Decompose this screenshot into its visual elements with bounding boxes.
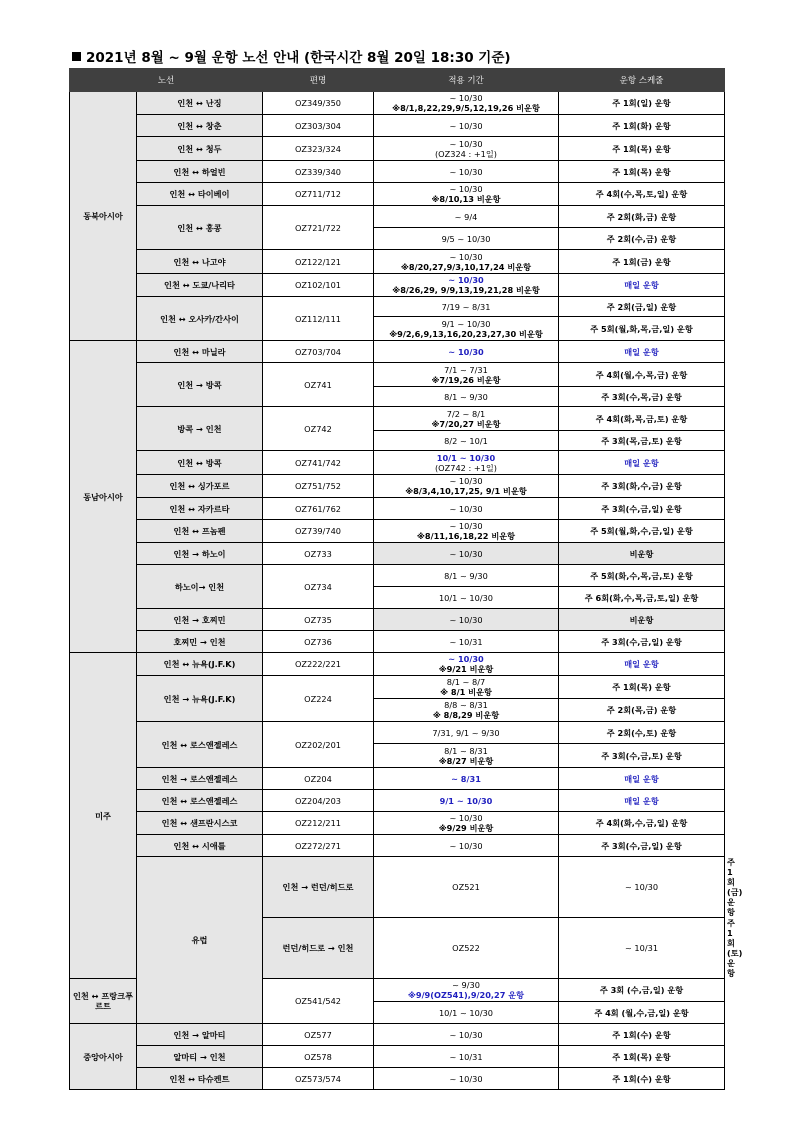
- period-text: ~ 10/30: [448, 654, 484, 664]
- table-row: 런던/히드로 → 인천 OZ522 ~ 10/31 주 1회(토) 운항: [70, 918, 725, 979]
- table-row: [70, 520, 725, 543]
- route-cell: 인천 → 호찌민: [137, 609, 263, 631]
- flight-cell: OZ721/722: [263, 206, 374, 250]
- period-note: ※7/19,26 비운항: [431, 374, 501, 385]
- period-cell: ~ 10/30: [374, 498, 559, 520]
- period-cell: [374, 812, 559, 835]
- period-cell: ~ 10/30: [374, 543, 559, 565]
- schedule-cell: 주 5회(월,화,수,금,일) 운항: [559, 520, 725, 543]
- route-cell: 인천 ↔ 로스앤젤레스: [137, 790, 263, 812]
- route-cell: 인천 ↔ 타이베이: [137, 183, 263, 206]
- period-cell: [374, 451, 559, 475]
- route-cell: 런던/히드로 → 인천: [263, 918, 374, 979]
- schedule-cell: 주 1회(목) 운항: [559, 137, 725, 161]
- schedule-cell: 매일 운항: [559, 341, 725, 363]
- table-row: [70, 183, 725, 206]
- route-cell: 인천 → 로스앤젤레스: [137, 768, 263, 790]
- period-text: ~ 10/30: [449, 251, 483, 262]
- route-cell: 인천 → 런던/히드로: [263, 857, 374, 918]
- period-cell: 10/1 ~ 10/30: [374, 1002, 559, 1024]
- period-note: ※ 8/1 비운항: [440, 687, 492, 697]
- flight-cell: OZ577: [263, 1024, 374, 1046]
- route-cell: 인천 ↔ 창춘: [137, 115, 263, 137]
- period-note: ※9/29 비운항: [438, 823, 494, 833]
- table-row: [70, 543, 725, 565]
- route-cell: 인천 → 알마티: [137, 1024, 263, 1046]
- period-text: ~ 10/30: [449, 476, 483, 486]
- flight-cell: OZ212/211: [263, 812, 374, 835]
- schedule-cell: 주 3회(화,수,금) 운항: [559, 475, 725, 498]
- flight-cell: OZ272/271: [263, 835, 374, 857]
- table-row: [70, 475, 725, 498]
- schedule-cell: 주 4회(화,수,금,일) 운항: [559, 812, 725, 835]
- schedule-cell: 주 1회(목) 운항: [559, 161, 725, 183]
- period-cell: [374, 183, 559, 206]
- region-cell: 동북아시아: [70, 92, 137, 341]
- table-row: [70, 161, 725, 183]
- table-row: [70, 790, 725, 812]
- route-schedule-table: [69, 68, 743, 1090]
- period-note: ※8/1,8,22,29,9/5,12,19,26 비운항: [392, 103, 540, 113]
- route-cell: 방콕 → 인천: [137, 407, 263, 451]
- schedule-cell: 비운항: [559, 543, 725, 565]
- schedule-cell: 주 2회(화,금) 운항: [559, 206, 725, 228]
- schedule-cell: 비운항: [559, 609, 725, 631]
- route-cell: 인천 ↔ 자카르타: [137, 498, 263, 520]
- period-text: 7/2 ~ 8/1: [446, 408, 486, 419]
- route-cell: 인천 ↔ 타슈켄트: [137, 1068, 263, 1090]
- header-route: 노선: [70, 69, 263, 92]
- schedule-cell: 주 1회(목) 운항: [559, 676, 725, 699]
- route-cell: 인천 ↔ 프놈펜: [137, 520, 263, 543]
- route-cell: 알마티 → 인천: [137, 1046, 263, 1068]
- table-row: [70, 297, 725, 317]
- schedule-cell: 매일 운항: [559, 451, 725, 475]
- period-note: ※8/11,16,18,22 비운항: [416, 531, 516, 541]
- period-note: ※7/20,27 비운항: [431, 418, 501, 429]
- flight-cell: OZ761/762: [263, 498, 374, 520]
- table-row: [70, 92, 725, 115]
- period-note: ※ 8/8,29 비운항: [432, 710, 500, 720]
- schedule-cell: 주 3회(수,금,일) 운항: [559, 498, 725, 520]
- region-cell: 유럽: [137, 857, 263, 1024]
- flight-cell: OZ711/712: [263, 183, 374, 206]
- flight-cell: OZ323/324: [263, 137, 374, 161]
- table-row: [70, 498, 725, 520]
- period-cell: ~ 10/31: [374, 631, 559, 653]
- route-cell: 인천 ↔ 오사카/간사이: [137, 297, 263, 341]
- period-cell: [374, 92, 559, 115]
- schedule-cell: 주 4회(월,수,목,금) 운항: [559, 363, 725, 387]
- period-note: ※9/9(OZ541),9/20,27 운항: [407, 990, 525, 1000]
- period-cell: ~ 10/30: [374, 161, 559, 183]
- header-period: 적용 기간: [374, 69, 559, 92]
- schedule-cell: 매일 운항: [559, 768, 725, 790]
- route-cell: 인천 → 하노이: [137, 543, 263, 565]
- flight-cell: OZ735: [263, 609, 374, 631]
- period-cell: [374, 274, 559, 297]
- period-text: ~ 10/30: [449, 521, 483, 531]
- period-cell: [374, 137, 559, 161]
- page-title-text: 2021년 8월 ~ 9월 운항 노선 안내 (한국시간 8월 20일 18:30 기준): [86, 50, 511, 66]
- table-row: [70, 206, 725, 228]
- route-cell: 인천 ↔ 싱가포르: [137, 475, 263, 498]
- route-cell: 인천 ↔ 난징: [137, 92, 263, 115]
- schedule-cell: 주 3회(수,목,금) 운항: [559, 387, 725, 407]
- table-row: [70, 250, 725, 274]
- period-note: (OZ324 : +1일): [434, 148, 497, 159]
- route-cell: 인천 ↔ 로스앤젤레스: [137, 722, 263, 768]
- route-cell: 인천 ↔ 마닐라: [137, 341, 263, 363]
- schedule-cell: 주 1회(화) 운항: [559, 115, 725, 137]
- flight-cell: OZ741/742: [263, 451, 374, 475]
- table-row: [70, 676, 725, 699]
- flight-cell: OZ204/203: [263, 790, 374, 812]
- table-row: [70, 631, 725, 653]
- flight-cell: OZ703/704: [263, 341, 374, 363]
- schedule-cell: 주 3회(수,금,토) 운항: [559, 744, 725, 768]
- region-cell: 동남아시아: [70, 341, 137, 653]
- period-cell: ~ 10/30: [374, 835, 559, 857]
- schedule-cell: 주 2회(금,일) 운항: [559, 297, 725, 317]
- table-row: [70, 407, 725, 431]
- period-text: 8/1 ~ 8/7: [446, 677, 486, 687]
- period-text: ~ 10/30: [449, 93, 483, 103]
- period-cell: ~ 10/30: [374, 609, 559, 631]
- period-note: (OZ742 : +1일): [434, 462, 497, 473]
- flight-cell: OZ349/350: [263, 92, 374, 115]
- flight-cell: OZ204: [263, 768, 374, 790]
- schedule-cell: 주 1회(수) 운항: [559, 1068, 725, 1090]
- schedule-cell: 주 2회(수,금) 운항: [559, 228, 725, 250]
- schedule-cell: 주 3회(수,금,일) 운항: [559, 631, 725, 653]
- schedule-cell: 주 5회(화,수,목,금,토) 운항: [559, 565, 725, 587]
- table-row: [70, 363, 725, 387]
- flight-cell: OZ733: [263, 543, 374, 565]
- schedule-cell: 주 1회(수) 운항: [559, 1024, 725, 1046]
- period-cell: [374, 407, 559, 431]
- period-text: 8/1 ~ 8/31: [444, 745, 488, 756]
- schedule-cell: 주 4회(수,목,토,일) 운항: [559, 183, 725, 206]
- period-cell: [374, 475, 559, 498]
- period-note: ※8/10,13 비운항: [431, 194, 501, 204]
- schedule-cell: 매일 운항: [559, 653, 725, 676]
- table-row: [70, 565, 725, 587]
- period-cell: ~ 8/31: [374, 768, 559, 790]
- table-row: [70, 451, 725, 475]
- schedule-cell: 주 4회 (월,수,금,일) 운항: [559, 1002, 725, 1024]
- period-note: ※8/26,29, 9/9,13,19,21,28 비운항: [392, 285, 540, 295]
- period-note: ※8/3,4,10,17,25, 9/1 비운항: [405, 486, 527, 496]
- route-cell: 인천 ↔ 방콕: [137, 451, 263, 475]
- table-row: [70, 722, 725, 744]
- table-row: [70, 835, 725, 857]
- table-row: [70, 137, 725, 161]
- period-cell: [374, 979, 559, 1002]
- route-cell: 인천 ↔ 시애틀: [137, 835, 263, 857]
- period-text: 9/1 ~ 10/30: [441, 318, 491, 329]
- flight-cell: OZ742: [263, 407, 374, 451]
- header-schedule: 운항 스케줄: [559, 69, 725, 92]
- schedule-cell: 주 6회(화,수,목,금,토,일) 운항: [559, 587, 725, 609]
- route-cell: 인천 ↔ 청두: [137, 137, 263, 161]
- table-row: [70, 1046, 725, 1068]
- schedule-cell: 매일 운항: [559, 790, 725, 812]
- period-cell: [374, 317, 559, 341]
- flight-cell: OZ521: [374, 857, 559, 918]
- schedule-cell: 주 1회(일) 운항: [559, 92, 725, 115]
- schedule-cell: 주 4회(화,목,금,토) 운항: [559, 407, 725, 431]
- period-cell: ~ 10/31: [559, 918, 725, 979]
- period-text: ~ 10/30: [449, 813, 483, 823]
- header-flight: 편명: [263, 69, 374, 92]
- route-cell: 인천 ↔ 프랑크푸르트: [70, 979, 137, 1024]
- period-text: 10/1 ~ 10/30: [436, 452, 496, 463]
- route-cell: 인천 → 방콕: [137, 363, 263, 407]
- period-cell: 8/1 ~ 9/30: [374, 387, 559, 407]
- period-cell: [374, 676, 559, 699]
- table-row: [70, 768, 725, 790]
- period-cell: ~ 9/4: [374, 206, 559, 228]
- schedule-cell: 주 3회(수,금,일) 운항: [559, 835, 725, 857]
- period-cell: ~ 10/30: [374, 1068, 559, 1090]
- schedule-cell: 주 1회(금) 운항: [559, 250, 725, 274]
- period-cell: [374, 520, 559, 543]
- page-title: [72, 46, 511, 66]
- flight-cell: OZ578: [263, 1046, 374, 1068]
- period-cell: 8/1 ~ 9/30: [374, 565, 559, 587]
- period-cell: 7/19 ~ 8/31: [374, 297, 559, 317]
- period-cell: 7/31, 9/1 ~ 9/30: [374, 722, 559, 744]
- flight-cell: OZ734: [263, 565, 374, 609]
- period-cell: [374, 363, 559, 387]
- route-cell: 인천 ↔ 도쿄/나리타: [137, 274, 263, 297]
- flight-cell: OZ112/111: [263, 297, 374, 341]
- period-cell: [374, 653, 559, 676]
- flight-cell: OZ224: [263, 676, 374, 722]
- period-text: ~ 10/30: [449, 184, 483, 194]
- flight-cell: OZ541/542: [263, 979, 374, 1024]
- square-bullet-icon: [72, 52, 81, 61]
- table-row: [70, 812, 725, 835]
- table-row: 유럽 인천 → 런던/히드로 OZ521 ~ 10/30 주 1회(금) 운항: [70, 857, 725, 918]
- route-cell: 인천 ↔ 나고야: [137, 250, 263, 274]
- flight-cell: OZ573/574: [263, 1068, 374, 1090]
- route-cell: 호찌민 → 인천: [137, 631, 263, 653]
- table-row: [70, 1068, 725, 1090]
- flight-cell: OZ741: [263, 363, 374, 407]
- route-cell: 인천 ↔ 샌프란시스코: [137, 812, 263, 835]
- schedule-cell: 주 2회(목,금) 운항: [559, 699, 725, 722]
- period-note: ※9/2,6,9,13,16,20,23,27,30 비운항: [389, 328, 543, 339]
- period-cell: ~ 10/30: [374, 115, 559, 137]
- table-row: [70, 115, 725, 137]
- table-row: [70, 1024, 725, 1046]
- route-cell: 인천 ↔ 하얼빈: [137, 161, 263, 183]
- flight-cell: OZ122/121: [263, 250, 374, 274]
- period-cell: [374, 744, 559, 768]
- period-text: 8/8 ~ 8/31: [444, 700, 488, 710]
- period-cell: 10/1 ~ 10/30: [374, 587, 559, 609]
- schedule-cell: 주 5회(월,화,목,금,일) 운항: [559, 317, 725, 341]
- period-cell: ~ 10/30: [559, 857, 725, 918]
- flight-cell: OZ222/221: [263, 653, 374, 676]
- table-row: [70, 341, 725, 363]
- flight-cell: OZ339/340: [263, 161, 374, 183]
- period-cell: 9/5 ~ 10/30: [374, 228, 559, 250]
- schedule-cell: 매일 운항: [559, 274, 725, 297]
- region-cell: 미주: [70, 653, 137, 979]
- route-cell: 인천 ↔ 홍콩: [137, 206, 263, 250]
- schedule-cell: 주 3회(목,금,토) 운항: [559, 431, 725, 451]
- flight-cell: OZ303/304: [263, 115, 374, 137]
- region-cell: 중앙아시아: [70, 1024, 137, 1090]
- flight-cell: OZ102/101: [263, 274, 374, 297]
- flight-cell: OZ739/740: [263, 520, 374, 543]
- period-cell: [374, 250, 559, 274]
- schedule-cell: 주 1회(목) 운항: [559, 1046, 725, 1068]
- route-cell: 인천 ↔ 뉴욕(J.F.K): [137, 653, 263, 676]
- period-text: 7/1 ~ 7/31: [444, 364, 488, 375]
- period-cell: ~ 10/31: [374, 1046, 559, 1068]
- period-cell: ~ 10/30: [374, 341, 559, 363]
- period-cell: 8/2 ~ 10/1: [374, 431, 559, 451]
- route-cell: 인천 → 뉴욕(J.F.K): [137, 676, 263, 722]
- schedule-cell: 주 3회 (수,금,일) 운항: [559, 979, 725, 1002]
- period-cell: ~ 10/30: [374, 1024, 559, 1046]
- period-note: ※9/21 비운항: [438, 664, 494, 674]
- route-cell: 하노이→ 인천: [137, 565, 263, 609]
- schedule-cell: 주 2회(수,토) 운항: [559, 722, 725, 744]
- period-note: ※8/20,27,9/3,10,17,24 비운항: [400, 261, 532, 272]
- flight-cell: OZ522: [374, 918, 559, 979]
- flight-cell: OZ202/201: [263, 722, 374, 768]
- table-row: [70, 274, 725, 297]
- table-row: [70, 653, 725, 676]
- period-cell: 9/1 ~ 10/30: [374, 790, 559, 812]
- flight-cell: OZ751/752: [263, 475, 374, 498]
- table-row: [70, 609, 725, 631]
- period-text: ~ 10/30: [448, 275, 484, 285]
- period-cell: [374, 699, 559, 722]
- period-note: ※8/27 비운항: [438, 755, 494, 766]
- period-text: ~ 9/30: [452, 980, 480, 990]
- period-text: ~ 10/30: [449, 138, 483, 149]
- flight-cell: OZ736: [263, 631, 374, 653]
